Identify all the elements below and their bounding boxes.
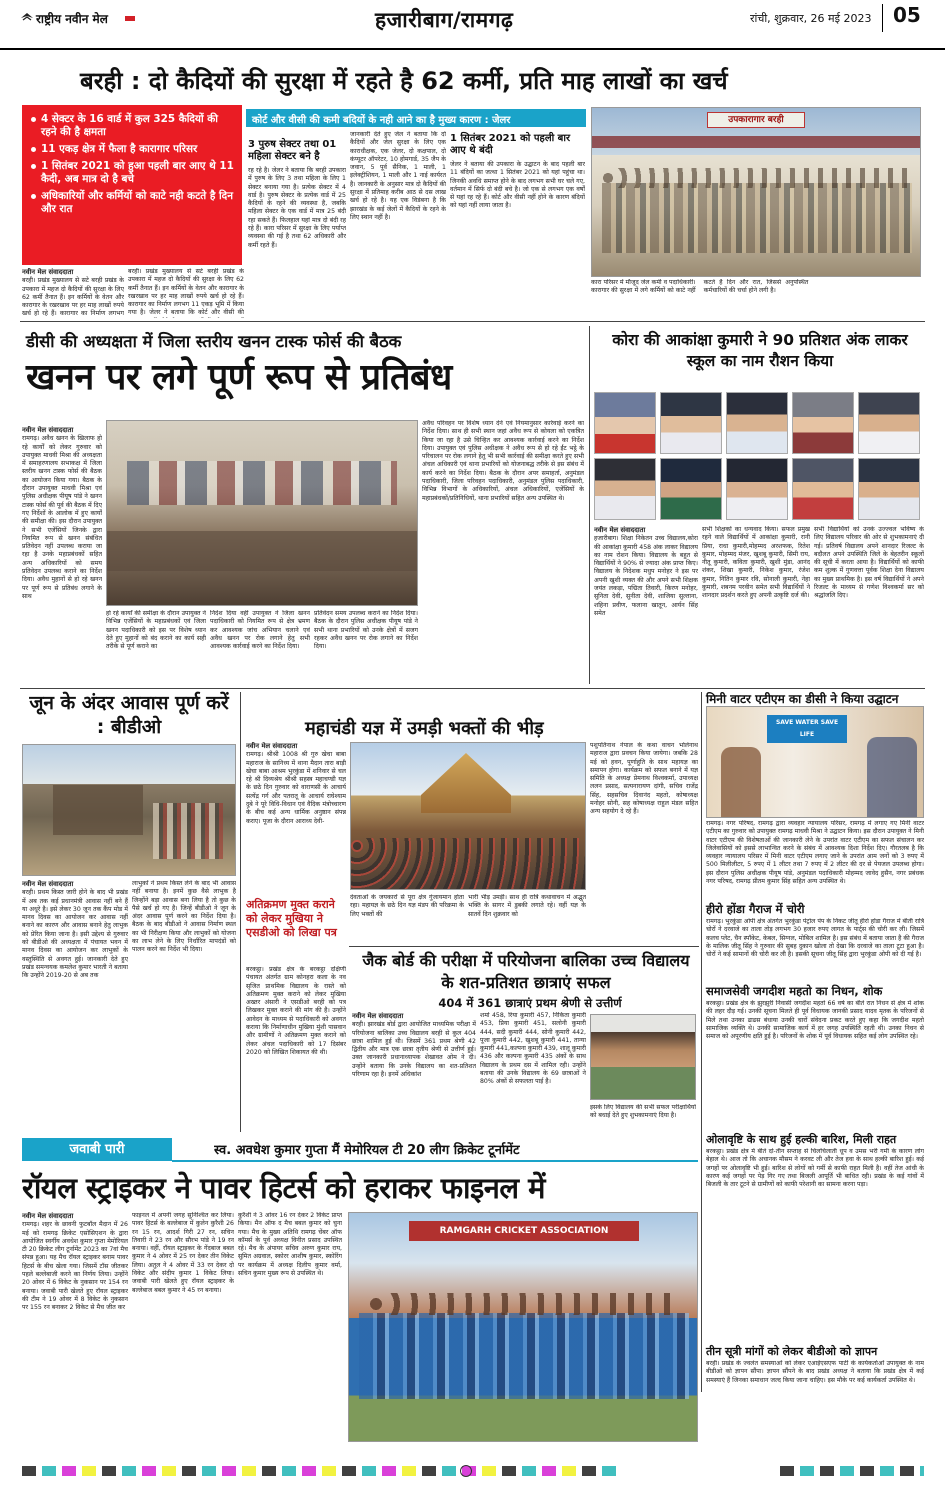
cricket-tag-underline [172, 1160, 698, 1162]
mining-body-2: हो रहे कार्यों की समीक्षा के दौरान उपायुक्त ने विभिन्न एजेंसियों के महाप्रबंधकों एवं जिला खनन पदाधिकारी को इस पर विशेष ध्यान देते हुए मुहानों को बंद कराने का कार्य सही तरीके से पूर्ण कराने का [106, 610, 206, 651]
lead-body: जेलर ने बताया की उपकारा के उद्घाटन के बाद पहली बार 11 बंदियों का जत्था 1 सितंबर 2021 को यहां पहुंचा था। जिनकी अवधि समाप्त होने के बाद लगभग सभी घर चले गए, वर्तमान में सिर्फ दो बंदी बचे है। जो एक से लगभग एक वर्षों से यहां रह रहे हैं। कोर्ट और वीसी नहीं होने के कारण बंदियों को यहां नहीं लाया जाता है। [450, 161, 585, 210]
obituary-headline: समाजसेवी जगदीश महतो का निधन, शोक [706, 984, 883, 998]
mahachandi-body-2: देवताओं के जयकारों से पूरा क्षेत्र गुंजायमान होता रहा। महायज्ञ के छठे दिन यज्ञ मंडप की परिक्रमा के लिए भक्तों की [350, 894, 464, 918]
korba-headline: कोरा की आकांक्षा कुमारी ने 90 प्रतिशत अंक लाकर स्कूल का नाम रौशन किया [612, 331, 908, 370]
korba-body: हजारीबाग। शिक्षा निकेतन उच्च विद्यालय,कोरा की आकांक्षा कुमारी 458 अंक लाकर विद्यालय का नाम रोशन किया। विद्यालय के बहुत से विद्यार्थियों ने 90% से ज्यादा अंक प्राप्त किए। विद्यालय के निदेशक मधुप मनोहर ने इस पर अपनी खुशी व्यक्त की और अपने सभी शिक्षक जयंत लकड़ा, पद्मिता तिवारी, किरण मनोहर, सुनिता देवी, सुनीता देवी, शाजिया सुल्ताना, शहिना प्रवीण, फलाना खातून, आर्यन सिंह समेत [594, 535, 698, 617]
byline: नवीन मेल संवाददाता [22, 268, 74, 276]
lead-subhead: 3 पुरुष सेक्टर तथा 01 महिला सेक्टर बने है [248, 139, 337, 162]
mining-body-4: प्रतिवेदन समय उपलब्ध कराने का निर्देश दिया। बैठक के दौरान पुलिस अधीक्षक पीयूष पांडे ने सभी थाना प्रभारियों को उनके क्षेत्रों में सजग रहकर अवैध खनन पर रोक लगाने का निर्देश दिया। [314, 610, 418, 651]
rain-body: बरकट्ठा। प्रखंड क्षेत्र में बीते दो-तीन सप्ताह से चिलचिलाती धूप व उमस भरी गर्मी के कारण लोग बेहाल थे। आज तो कि अचानक मौसम ने करवट ली और तेज हवा के साथ हल्की बारिश हुई। कई जगहों पर ओलावृष्टि भी हुई। बारिश से लोगों को गर्मी से काफी राहत मिली है। वहीं तेज आंधी के कारण कई जगहों पर पेड़ गिर गए तथा बिजली आपूर्ति भी बाधित रही। प्रखंड के कई गांवों में बिजली के तार टूटने से ग्रामीणों को काफी परेशानी का सामना करना पड़ा। [706, 1148, 924, 1189]
student-photo [792, 458, 854, 520]
mahachandi-body: रामगढ़। श्रीश्री 1008 श्री गुरु खेचा बाबा महाराज के सानिध्य में थाना मैदान तारा बाड़ी खेचा बाबा आश्रम भुरकुंडा में शनिवार से चल रहे श्री दिव्यश्रेय श्रीश्री सहस्त्र महाचण्डी यज्ञ के छठे दिन गुरुवार को वाराणसी के आचार्य सत्येंद्र गर्ग और पतरातू के आचार्य राघेश्याम दुबे ने पूरे विधि-विधान एवं वैदिक मंत्रोच्चारण के बीच कई अन्य धार्मिक अनुष्ठान संपन्न कराए। पूजा के दौरान आराध्य देवी- [246, 751, 346, 825]
cricket-tag: जवाबी पारी [22, 1138, 172, 1161]
lead-bullet-box [22, 105, 242, 265]
accent-mark [125, 16, 135, 21]
meeting-photo [106, 420, 418, 606]
paper-name: राष्ट्रीय नवीन मेल [36, 12, 108, 26]
lead-bullet: 11 एकड़ क्षेत्र में फैला है कारागार परिसर [30, 143, 236, 156]
color-bar-right [780, 1466, 924, 1476]
jail-staff-photo [591, 107, 921, 277]
water-atm-photo [706, 706, 924, 818]
byline: नवीन मेल संवाददाता [22, 880, 74, 888]
student-photo [858, 458, 920, 520]
student-photo [594, 392, 656, 454]
byline: नवीन मेल संवाददाता [246, 742, 298, 750]
water-atm-body: रामगढ़। नगर परिषद, रामगढ़ द्वारा व्यवहार न्यायालय परिसर, रामगढ़ में लगाए गए मिनी वाटर एटीएम का गुरुवार को उपायुक्त रामगढ़ माधवी मिश्रा ने उद्घाटन किया। इस दौरान उपायुक्त ने मिनी वाटर एटीएम की विशेषताओं की जानकारी लेने के उपरांत वाटर एटीएम का सफल संचालन कर जिलेवासियों को इससे लाभान्वित करने के संबंध में आवश्यक दिशा निर्देश दिए। गौरतलब है कि व्यवहार न्यायालय परिसर में मिनी वाटर एटीएम लगाए जाने के उपरांत आम जनों को 3 रुपए में 500 मिलीलीटर, 5 रुपए में 1 लीटर तथा 7 रुपए में 2 लीटर की दर से पेयजल उपलब्ध होगा। इस दौरान पुलिस अधीक्षक पीयूष पांडे, अनुमंडल पदाधिकारी मोहम्मद जावेद हुसैन, नगर प्रबंधक नगर परिषद, रामगढ़ प्रीतम कुमार सिंह सहित अन्य उपस्थित थे। [706, 820, 924, 886]
cricket-banner: RAMGARH CRICKET ASSOCIATION [409, 1221, 639, 1241]
jac-body: बरही। झारखंड बोर्ड द्वारा आयोजित माध्यमिक परीक्षा में परियोजना बालिका उच्च विद्यालय बरही से कुल 404 छात्रा शामिल हुई थी। जिसमें 361 प्रथम श्रेणी 42 द्वितीय और मात्र एक छात्रा तृतीय श्रेणी से उत्तीर्ण हुई। उक्त जानकारी प्रधानाध्यापक शेखावत ओम ने दी। उन्होंने बताया कि उनके विद्यालय का शत-प्रतिशत परिणाम रहा है। इनमें अधिकांश [352, 1021, 476, 1079]
lead-bullet: 1 सितंबर 2021 को हुआ पहली बार आए थे 11 कैदी, अब मात्र दो है बचे [30, 160, 236, 186]
cricket-body-2: फाइनल में अपनी जगह सुनिश्चित कर लिया। पावर हिटर्स के बल्लेबाज में कुलेन कुरैशी 26 रन 15 रन, आदर्श गिरी 27 रन, सचिन तिवारी ने 23 रन और सौरभ पांडे ने 19 रन बनाया। वहीं, रॉयल स्ट्राइकर के गेंदबाज बबल कुमार ने 4 ओवर में 25 रन देकर तीन विकेट लिया। अतुल ने 4 ओवर में 33 रन देकर दो विकेट और संदीप कुमार 1 विकेट लिया। जवाबी पारी खेलते हुए रॉयल स्ट्राइकर के बल्लेबाज बबल कुमार ने 45 रन बनाया। [132, 1212, 234, 1294]
section-title: हजारीबाग/रामगढ़ [375, 8, 514, 32]
color-bar [22, 1466, 622, 1476]
water-atm-headline: मिनी वाटर एटीएम का डीसी ने किया उद्घाटन [706, 692, 899, 706]
housing-body: बरही। प्रथम किस्त जारी होने के बाद भी प्रखंड में अब तक कई प्रधानमंत्री आवास नहीं बने हैं या अधूरे है। इसे लेकर 30 जून तक कैंप मोड में मानव दिवस का आयोजन कर आवास नहीं बनाने का कारण और आवास बनाने हेतु लाभुक को प्रेरित किया जाना है। इसी उद्देश्य से गुरुवार को बीडीओ की अध्यक्षता में पंचायत भवन में मानव दिवस का आयोजन कर लाभुकों के वस्तुस्थिति से अवगत हुई। जानकारी देते हुए प्रखंड समन्वयक कमलेश कुमार भारती ने बताया कि उन्होंने 2019-20 से अब तक [22, 889, 128, 980]
mahachandi-headline: महाचंडी यज्ञ में उमड़ी भक्तों की भीड़ [305, 718, 544, 739]
paper-logo-icon [20, 10, 34, 24]
lead-strap: कोर्ट और वीसी की कमी बदियों के नही आने का है मुख्य कारण : जेलर [246, 109, 586, 127]
dateline: रांची, शुक्रवार, 26 मई 2023 [750, 12, 872, 25]
mining-headline: खनन पर लगे पूर्ण रूप से प्रतिबंध [26, 357, 452, 398]
bdo-memo-body: बरही। प्रखंड के ज्वलंत समस्याओं को लेकर एआईएसएफ पार्टी के कार्यकर्ताओं उपायुक्त के नाम बीडीओ को ज्ञापन सौंपा। ज्ञापन सौंपने के बाद प्रखंड अध्यक्ष ने बताया कि प्रखंड क्षेत्र में कई समस्याएं हैं जिनका समाधान जल्द किया जाना चाहिए। इस मौके पर कई कार्यकर्ता उपस्थित थे। [706, 1360, 924, 1384]
student-photo [660, 392, 722, 454]
housing-photo [22, 744, 236, 876]
housing-headline: जून के अंदर आवास पूर्ण करें : बीडीओ [29, 692, 229, 738]
mahachandi-body-3: भारी भीड़ उमड़ी। साथ ही रात्रि कथावाचन में अद्भुत भक्ति के सागर में डुबकी लगाते रहे। वहीं यज्ञ के सातवें दिन शुक्रवार को [468, 894, 586, 918]
lead-photo-caption: कारा परिसर में मौजूद जेल कर्मी व पदाधिकारी। कारागार की सुरक्षा में लगे कर्मियों को काटे नहीं कटते है दिन और रात, जिससे अनुपस्थित कर्मचारियों की चर्चा होने लगी है। [591, 279, 809, 295]
jac-subhead: 404 में 361 छात्राएं प्रथम श्रेणी से उत्तीर्ण [438, 996, 622, 1010]
lead-body: रह रहे है। जेलर ने बताया कि बरही उपकारा में पुरुष के लिए 3 तथा महिला के लिए 1 सेक्टर बनाया गया है। प्रत्येक सेक्टर में 4 वार्ड है। पुरुष सेक्टर के प्रत्येक वार्ड में 25 कैदियों के रहने की व्यवस्था है, जबकि महिला सेक्टर के एक वार्ड में मात्र 25 बंदी रहा सकते हैं। फिलहाल यहां मात्र दो बंदी रह रहे हैं। कारा परिसर में सुरक्षा के लिए पर्याप्त व्यवस्था की गई है तथा 62 अधिकारी और कर्मी रहते हैं। [248, 167, 346, 249]
student-photo [726, 392, 788, 454]
obituary-body: बरकट्ठा। प्रखंड क्षेत्र के झुरझुरी निवासी जगदीश महतो 66 वर्ष का बीते रात निधन से क्षेत्र में शोक की लहर दौड़ गई। उनकी सूचना मिलते ही पूर्व विधायक जानकी प्रसाद यादव मृतक के परिजनों से मिले तथा उनका ढाढस बंधाया उनकी चारों संवेदना प्रकट करते हुए कहा कि जगदीश महतो सामाजिक व्यक्ति थे। उनकी सामाजिक कार्य में हर जगह उपस्थिति रहती थी। उनका निधन से समाज को अपूरणीय क्षति हुई है। परिजनों के शोक में पूर्व विधायक सहित कई लोग उपस्थित रहे। [706, 1000, 924, 1041]
bdo-memo-headline: तीन सूत्री मांगों को लेकर बीडीओ को ज्ञापन [706, 1345, 878, 1358]
water-atm-sign: SAVE WATER SAVE LIFE [767, 715, 847, 743]
housing-body-2: लाभुकों ने प्रथम किस्त लेने के बाद भी आवास नहीं बनाया है। इनमें कुछ वैसे लाभुक है जिन्होंने बड़ा आवास बना लिया है तो कुछ के पैसे खर्च हो गए है। जिन्हें बीडीओ ने जून के अंदर आवास पूर्ण करने का निर्देश दिया है। बैठक के बाद बीडीओ ने आवास निर्माण स्थल का भी निरीक्षण किया और लाभुकों को योजना का लाभ लेने के लिए निर्धारित मापदंडों को पालन करने का निर्देश भी दिया। [132, 880, 236, 954]
lead-bullet: 4 सेक्टर के 16 वार्ड में कुल 325 कैदियों की रहने की है क्षमता [30, 113, 236, 139]
hero-honda-body: रामगढ़। भुरकुंडा ओपी क्षेत्र अंतर्गत भुरकुंडा पेट्रोल पंप के निकट जीतू हीरो होंडा गैराज में बीती रात्रि चोरों ने दरवाजे का ताला तोड़ लगभग 30 हजार रुपए लागत के पार्ट्स की चोरी कर ली। जिसमें कलच प्लेट, चैन स्पॉकेट, केबल, सिग्नल, मोबिल शामिल है। इस संबंध में बताया जाता है की गैराज के मालिक जीतू सिंह ने गुरुवार की सुबह दुकान खोला तो देखा कि दरवाजे का ताला टूटा हुआ है। चोरों ने कई सामानों की चोरी कर ली है। इसकी सूचना जीतू सिंह द्वारा भुरकुंडा ओपी को दी गई है। [706, 918, 924, 959]
lead-subhead: 1 सितंबर 2021 को पहली बार आए थे बंदी [450, 133, 571, 156]
byline: नवीन मेल संवाददाता [352, 1012, 404, 1020]
lead-body-2: बरही। प्रखंड मुख्यालय से सटे बरही प्रखंड के उपकारा में महज दो कैदियों की सुरक्षा के लिए 62 कर्मी तैनात हैं। इन कर्मियों के वेतन और कारागार के रखरखाव पर हर माह लाखों रुपये खर्च हो रहे हैं। कारागार का निर्माण लगभग 11 एकड़ भूमि में किया गया है। जेलर ने बताया कि कोर्ट और वीसी की [128, 268, 244, 317]
cricket-headline: रॉयल स्ट्राइकर ने पावर हिटर्स को हराकर फाइनल में [22, 1171, 545, 1205]
lead-body: बरही। प्रखंड मुख्यालय से सटे बरही प्रखंड के उपकारा में महज दो कैदियों की सुरक्षा के लिए 62 कर्मी तैनात हैं। इन कर्मियों के वेतन और कारागार के रखरखाव पर हर माह लाखों रुपये खर्च हो रहे हैं। कारागार का निर्माण लगभग [22, 277, 124, 318]
page-number: 05 [893, 3, 921, 27]
lead-bullet: अधिकारियों और कर्मियों को काटे नही कटते है दिन और रात [30, 190, 236, 216]
student-photo [594, 458, 656, 520]
mining-body-5: अवैध परिवहन पर विशेष ध्यान देने एवं नियमानुसार कार्रवाई करने का निर्देश दिया। साथ ही सभी स्थान जहां अवैध रूप से कोयला को एकत्रित किया जा रहा है उसे चिन्हित कर आवश्यक कार्रवाई करने का निर्देश दिया। उपायुक्त एवं पुलिस अधीक्षक ने अवैध रूप से हो रहे ईंट भट्ठे के परिचालन पर रोक लगाने हेतु भी सभी कार्रवाई की समीक्षा करते हुए सभी अंचल अधिकारी एवं थाना प्रभारियों को योजनाबद्ध तरीके से इस संबंध में कार्य करने का निर्देश दिया। बैठक के दौरान अपर समाहर्ता, अनुमंडल पदाधिकारी, जिला परिवहन पदाधिकारी, अनुमंडल पुलिस पदाधिकारी, विभिन्न विभागों के अधिकारियों, अंचल अधिकारियों, एजेंसियों के महाप्रबंधकों/प्रतिनिधियों, थाना प्रभारियों सहित अन्य उपस्थित थे। [422, 420, 584, 502]
cricket-body-3: कुरैशी ने 3 ओवर 16 रन देकर 2 विकेट प्राप्त किया। मैन ऑफ द मैच बबल कुमार को चुना गया। मैच के मुख्य अतिथि रामगढ़ चेंबर ऑफ कॉमर्स के पूर्व अध्यक्ष विनीत प्रसाद उपस्थित रहे। मैच के अंपायर सचिव अरुण कुमार राय, सुमित अग्रवाल, स्कोरर आशीष कुमार, स्कोरिंग पर कार्यक्रम में अध्यक्ष दिलीप कुमार वर्मा, सचिन कुमार मुख्य रूप से उपस्थित थे। [238, 1212, 342, 1278]
mining-body-3: निर्देश दिया वहीं उपायुक्त ने जिला खनन पदाधिकारी को नियमित रूप से क्षेत्र भ्रमण कर आवश्यक जांच अभियान चलाने एवं अवैध खनन पर रोक लगाने हेतु सभी आवश्यक कार्रवाई करने का निर्देश दिया। [210, 610, 310, 651]
student-photo [792, 392, 854, 454]
student-photo [660, 458, 722, 520]
jac-headline: जैक बोर्ड की परीक्षा में परियोजना बालिका उच्च विद्यालय के शत-प्रतिशत छात्राएं सफल [362, 951, 690, 992]
student-photo [726, 458, 788, 520]
hero-honda-headline: हीरो होंडा गैराज में चोरी [706, 902, 805, 916]
cricket-team-photo [348, 1212, 698, 1442]
korba-body-3: सभी विद्यार्थियों को उनके उज्ज्वल भविष्य के लिए विद्यालय परिवार की ओर से शुभकामनाएं दी गई। प्रतिवर्ष विद्यालय अपने शानदार रिजल्ट के बदौलत अपने उपस्थिति जिले के बेहतरीन स्कूलों की सूची में करता आया है। विद्यार्थियों को काफी कम शुल्क में गुणवत्ता पूर्वक शिक्षा देना विद्यालय का मुख्य प्राथमिक है। इस वर्ष विद्यार्थियों ने अपने रिजल्ट के माध्यम से गणेश विश्वकर्मा सर को श्रद्धांजलि दिए। [814, 526, 924, 600]
principal-photo [590, 1014, 696, 1100]
jac-body-2: शर्मा 458, रिया कुमारी 457, निकिता कुमारी 453, प्रिया कुमारी 451, सलोनी कुमारी 444, सदी कुमारी 444, सोनी कुमारी 442, पूजा कुमारी 442, खुशबू कुमारी 441, तान्या कुमारी 441,कल्पना कुमारी 439, शालू कुमारी 436 और कल्पना कुमारी 435 अंकों के साथ विद्यालय के प्रथम दस में शामिल रही। उन्होंने बताया की उनके विद्यालय के 69 छात्राओं ने 80% अंकों से सफलता पाई है। [480, 1012, 586, 1086]
temple-crowd-photo [350, 742, 586, 890]
lead-body-3: जानकारी देते हुए जेल ने बताया कि दो कैदियों और जेल सुरक्षा के लिए एक काराधीक्षक, एक जेलर, दो कक्षपाल, दो कंप्यूटर ऑपरेटर, 10 होमगार्ड, 35 जैप के जवान, 5 पूर्व सैनिक, 1 माली, 1 इलेक्ट्रीशियन, 1 माली और 1 नाई कार्यरत है। जानकारी के अनुसार मात्र दो कैदियों की सुरक्षा में प्रतिमाह करीब आठ से दस लाख खर्च हो रहे है। यह एक विडंबना है कि झारखंड के कई जेलों में कैदियों के रहने के लिए स्थान नहीं है। [350, 131, 446, 221]
rain-headline: ओलावृष्टि के साथ हुई हल्की बारिश, मिली राहत [706, 1133, 897, 1146]
registration-mark-icon [460, 1465, 472, 1477]
encroach-body: बरकट्ठा। प्रखंड क्षेत्र के बरकट्ठा दक्षिणी पंचायत अंतर्गत ग्राम कोनहरा कला के नव सृजित प्राथमिक विद्यालय के रास्ते को अतिक्रमण मुक्त कराने को लेकर मुखिया अख्तर अंसारी ने एसडीओ बरही को पत्र लिखकर मुक्त कराने की मांग की है। उन्होंने आवेदन के माध्यम से पदाधिकारी को अवगत कराया कि निर्माणाधीन मुखिया मुंशी पासवान और ग्रामीणों ने अतिक्रमण मुक्त कराने को लेकर अंचल पदाधिकारी को 17 दिसंबर 2020 को लिखित शिकायत की थी। [246, 966, 346, 1056]
korba-body-2: सभी शिक्षकों का धन्यवाद किया। सफल प्रमुख रहने वाले विद्यार्थियों में आकांक्षा कुमारी, रानी प्रिया, राधा कुमारी,मोहम्मद अरशफक, रितेश कुमार, मोहम्मद मंजर, खुशबू कुमारी, सिमी राय, नीतू कुमारी, कविता कुमारी, खुशी मुंडा, आनंद शंकर, शिखा कुमारी, निकेश कुमार, रंजेश कुमार, नितिन कुमार रवि, सोनाली कुमारी, नेहा कुमारी, शबनम परवीन समेत सभी विद्यार्थियों ने शानदार प्रदर्शन करते हुए अपनी उत्कृष्टि दर्ज की। [702, 526, 810, 600]
byline: नवीन मेल संवाददाता [22, 426, 74, 434]
masthead [0, 0, 945, 50]
cricket-body: रामगढ़। शहर के छावनी फुटबॉल मैदान में 26 मई को रामगढ़ क्रिकेट एसोसिएशन के द्वारा आयोजित स्वर्गीय अवधेश कुमार गुप्ता मेमोरियल टी 20 क्रिकेट लीग टूर्नामेंट 2023 का 7वां मैच संपन्न हुआ। यह मैच रॉयल स्ट्राइकर बनाम पावर हिटर्स के बीच खेला गया। जिसमें टॉस जीतकर पहले बल्लेबाजी करने का निर्णय लिया। उन्होंने 20 ओवर में 6 विकेट के नुकसान पर 154 रन बनाया। जवाबी पारी खेलते हुए रॉयल स्ट्राइकर की टीम ने 19 ओवर में 8 विकेट के नुकसान पर 155 रन बनाकर 2 विकेट से मैच जीत कर [22, 1221, 128, 1312]
jac-caption: इसके लिए विद्यालय की सभी सफल परीक्षार्थियों को बधाई देते हुए शुभकामनाएं दिया है। [590, 1104, 696, 1120]
byline: नवीन मेल संवाददाता [22, 1212, 74, 1220]
lead-headline: बरही : दो कैदियों की सुरक्षा में रहते है 62 कर्मी, प्रति माह लाखों का खर्च [80, 67, 728, 95]
jail-sign: उपकारागार बरही [707, 112, 805, 128]
student-photo-grid [594, 392, 922, 522]
cricket-kicker: स्व. अवधेश कुमार गुप्ता मैं मेमोरियल टी 20 लीग क्रिकेट टूर्नामेंट [214, 1143, 520, 1158]
mining-body: रामगढ़। अवैध खनन के खिलाफ हो रहे कार्यों को लेकर गुरुवार को उपायुक्त माधवी मिश्रा की अध्यक्षता में समाहरणालय सभाकक्ष में जिला स्तरीय खनन टास्क फोर्स की बैठक का आयोजन किया गया। बैठक के दौरान उपायुक्त माधवी मिश्रा एवं पुलिस अधीक्षक पीयूष पांडे ने खनन टास्क फोर्स की पूर्व की बैठक में दिए गए निर्देशों के आलोक में हुए कार्यों की समीक्षा की। इस दौरान उपायुक्त ने सभी एजेंसियों जिनके द्वारा नियमित रूप से खनन संबंधित प्रतिवेदन नहीं उपलब्ध कराया जा रहा है उनके महाप्रबंधकों सहित अन्य अधिकारियों को समय प्रतिवेदन उपलब्ध कराने का निर्देश दिया। अवैध मुहानों से हो रहे खनन पर पूर्ण रूप से प्रतिबंध लगाने के साथ [22, 435, 102, 600]
byline: नवीन मेल संवाददाता [594, 526, 646, 534]
student-photo [858, 392, 920, 454]
encroach-headline: अतिक्रमण मुक्त कराने को लेकर मुखिया ने एसडीओ को लिखा पत्र [246, 898, 337, 939]
mining-kicker: डीसी की अध्यक्षता में जिला स्तरीय खनन टास्क फोर्स की बैठक [26, 332, 402, 351]
mahachandi-body-4: पशुपतिनाथ नेपाल के कथा वाचन भोलेनाथ महाराज द्वारा प्रवचन किया जायेगा। जबकि 28 मई को हवन, पूर्णाहुति के साथ महायज्ञ का समापन होगा। कार्यक्रम को सफल बनाने में यज्ञ समिति के अध्यक्ष प्रेमनाथ विश्वकर्मा, उपाध्यक्ष ललन प्रसाद, सत्यनारायण दांगी, सचिव राजेंद्र सिंह, सहसचिव दिवानंद महतो, कोषाध्यक्ष मनोहर सोनी, सह कोषाध्यक्ष राहुल मंडल सहित अन्य सहयोग दे रहे हैं। [590, 742, 698, 816]
